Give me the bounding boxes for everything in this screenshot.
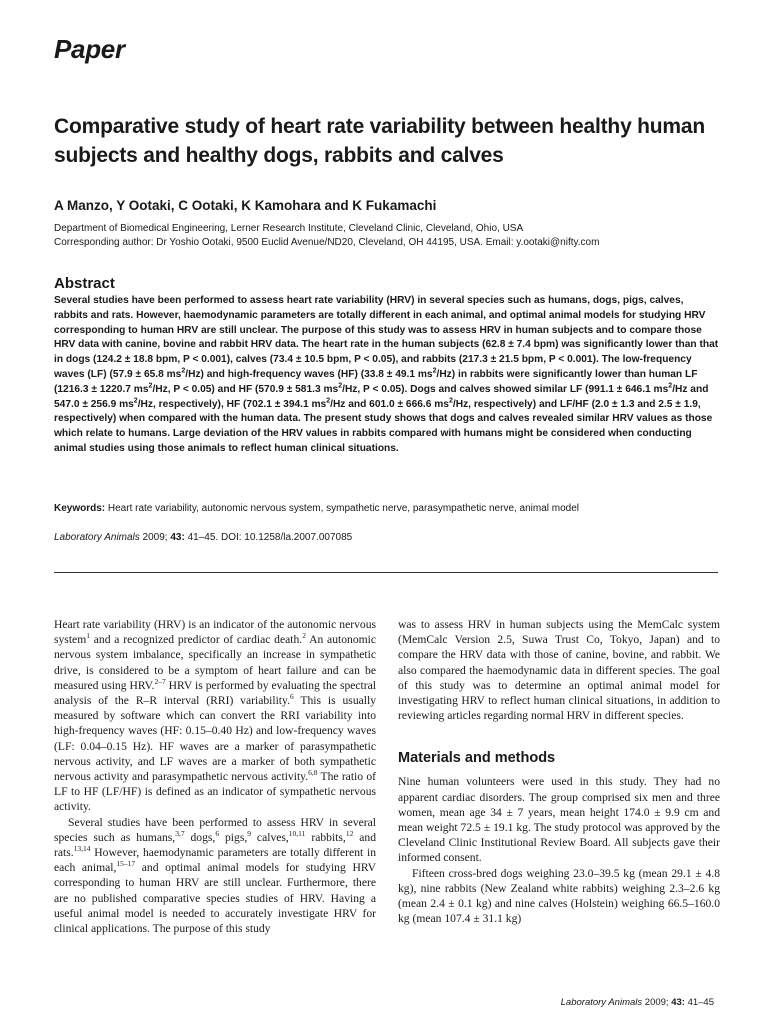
superscript: 2 [432, 367, 437, 375]
keywords-text: Heart rate variability, autonomic nervous system, sympathetic nerve, parasympathetic nerve, animal model [105, 503, 580, 514]
superscript: 2 [668, 382, 673, 390]
article-title: Comparative study of heart rate variability between healthy human subjects and healthy dogs, rabbits and calves [54, 115, 706, 167]
methods-heading: Materials and methods [398, 750, 556, 767]
keywords [54, 503, 734, 514]
body-paragraph: was to assess HRV in human subjects using the MemCalc system (MemCalc Version 2.5, Suwa Trust Co, Tokyo, Japan) and to compare the HRV data with those of canine, bovine, and rabbit. We also compared the haemodynamic data in different species. The goal of this study was to determine an optimal animal model for investigating HRV to reflect human clinical situations, in addition to reviewing articles regarding normal HRV in different species. [398, 618, 720, 723]
citation-year: 2009; [139, 532, 171, 543]
citation-volume: 43: [170, 532, 185, 543]
abstract-text: /Hz, respectively) and LF/HF (2.0 ± 1.3 and 2.5 ± 1.9, respectively) when compared with the human data. The present study shows that dogs and calves revealed similar HRV values as those which relate to humans. Large deviation of the HRV values in rabbits compared with humans might be considered when conducting animal studies using those animals to reflect human clinical situations. [54, 398, 713, 454]
reference: 2 [302, 631, 306, 641]
body-column-right [398, 617, 720, 926]
abstract-text: /Hz) in rabbits were significantly lower than human LF (1216.3 ± 1220.7 ms [54, 368, 698, 395]
reference: 6 [215, 828, 220, 838]
superscript: 2 [133, 397, 138, 405]
reference: 15–17 [116, 859, 136, 869]
abstract-text: /Hz, P < 0.05) and HF (570.9 ± 581.3 ms [152, 383, 339, 395]
abstract-text: /Hz, respectively), HF (702.1 ± 394.1 ms [137, 398, 327, 410]
footer-pages: 41–45 [684, 997, 714, 1008]
footer-year: 2009; [642, 997, 672, 1008]
body-paragraph: Several studies have been performed to assess HRV in several species such as humans,$^{3,7}$ dogs,$^6$ pigs,$^9$ calves,$^{10,11}$ rabbits,$^{12}$ and rats.$^{13,14}$ However, haemodynamic parameters are totally different in each animal,$^{15-17}$ and optimal animal models for studying HRV corresponding to human HRV are still unclear. Furthermore, there are no published comparative species studies of HRV. Having a useful animal model is needed to accurately investigate HRV for clinical applications. The purpose of this study [54, 815, 376, 936]
corresponding-author: Corresponding author: Dr Yoshio Ootaki, 9500 Euclid Avenue/ND20, Cleveland, OH 44195, USA. Email: y.ootaki@nifty.com [54, 237, 600, 248]
abstract-body [54, 294, 720, 457]
affiliation-block [54, 222, 734, 250]
abstract-text: /Hz and 601.0 ± 666.6 ms [330, 398, 449, 410]
reference: 3,7 [175, 828, 185, 838]
body-column-left [54, 617, 376, 936]
affiliation: Department of Biomedical Engineering, Lerner Research Institute, Cleveland Clinic, Cleveland, Ohio, USA [54, 223, 524, 234]
body-paragraph: Nine human volunteers were used in this study. They had no apparent cardiac disorders. The group comprised six men and three women, mean age 34 ± 7 years, mean height 174.0 ± 9.9 cm and mean weight 72.5 ± 19.1 kg. The study protocol was approved by the Cleveland Clinic Institutional Review Board. All subjects gave their informed consent. [398, 775, 720, 865]
abstract-text: Several studies have been performed to assess heart rate variability (HRV) in several species such as humans, dogs, pigs, calves, rabbits and rats. However, haemodynamic parameters are totally different in each animal, and optimal animal models for studying HRV corresponding to human HRV are still unclear. The purpose of this study was to assess HRV in human subjects and to compare those HRV data with canine, bovine and rabbit HRV data. The heart rate in the human subjects (62.8 ± 7.4 bpm) was significantly lower than that in dogs (124.2 ± 18.8 bpm, P < 0.001), calves (73.4 ± 10.5 bpm, P < 0.05), and rabbits (217.3 ± 21.5 bpm, P < 0.001). The low-frequency waves (LF) (57.9 ± 65.8 ms [54, 295, 719, 380]
body-paragraph: Fifteen cross-bred dogs weighing 23.0–39.5 kg (mean 29.1 ± 4.8 kg), nine rabbits (New Zealand white rabbits) weighing 2.3–2.6 kg (mean 2.4 ± 0.1 kg) and nine calves (Holstein) weighing 66.5–160.0 kg (mean 107.4 ± 31.1 kg) [398, 866, 720, 926]
section-divider [54, 572, 718, 573]
body-paragraph: Heart rate variability (HRV) is an indicator of the autonomic nervous system$^1$ and a recognized predictor of cardiac death.$^2$ An autonomic nervous system imbalance, specifically an increase in sympathetic drive, is considered to be a symptom of heart failure and can be measured using HRV.$^{2-7}$ HRV is performed by evaluating the spectral analysis of the R–R interval (RRI) variability.$^6$ This is usually measured by software which can convert the RRI variability into high-frequency waves (HF: 0.15–0.40 Hz) and low-frequency waves (LF: 0.04–0.15 Hz). HF waves are a marker of parasympathetic nervous activity, and LF waves are a marker of both sympathetic nervous activity and parasympathetic nervous activity.$^{6,8}$ The ratio of LF to HF (LF/HF) is defined as an indicator of sympathetic nervous activity. [54, 618, 377, 814]
footer-volume: 43: [671, 997, 685, 1008]
reference: 6,8 [308, 768, 318, 778]
page-footer [561, 997, 714, 1008]
citation-journal: Laboratory Animals [54, 532, 140, 543]
reference: 13,14 [73, 844, 91, 854]
superscript: 2 [181, 367, 186, 375]
reference: 2–7 [154, 676, 166, 686]
authors: A Manzo, Y Ootaki, C Ootaki, K Kamohara and K Fukamachi [54, 198, 437, 213]
abstract-heading: Abstract [54, 275, 115, 292]
abstract-text: /Hz) and high-frequency waves (HF) (33.8 ± 49.1 ms [185, 368, 433, 380]
superscript: 2 [338, 382, 343, 390]
reference: 9 [247, 828, 251, 838]
footer-journal: Laboratory Animals [560, 997, 643, 1008]
section-label: Paper [54, 34, 125, 64]
reference: 1 [86, 631, 90, 641]
reference: 6 [289, 692, 294, 702]
citation [54, 532, 352, 543]
keywords-label: Keywords: [54, 503, 106, 514]
reference: 12 [345, 828, 354, 838]
abstract-text: /Hz, P < 0.05). Dogs and calves showed similar LF (991.1 ± 646.1 ms [342, 383, 669, 395]
superscript: 2 [148, 382, 153, 390]
abstract-text: /Hz and 547.0 ± 256.9 ms [54, 383, 709, 410]
superscript: 2 [326, 397, 331, 405]
superscript: 2 [448, 397, 453, 405]
citation-pages-doi: 41–45. DOI: 10.1258/la.2007.007085 [184, 532, 353, 543]
reference: 10,11 [288, 828, 306, 838]
